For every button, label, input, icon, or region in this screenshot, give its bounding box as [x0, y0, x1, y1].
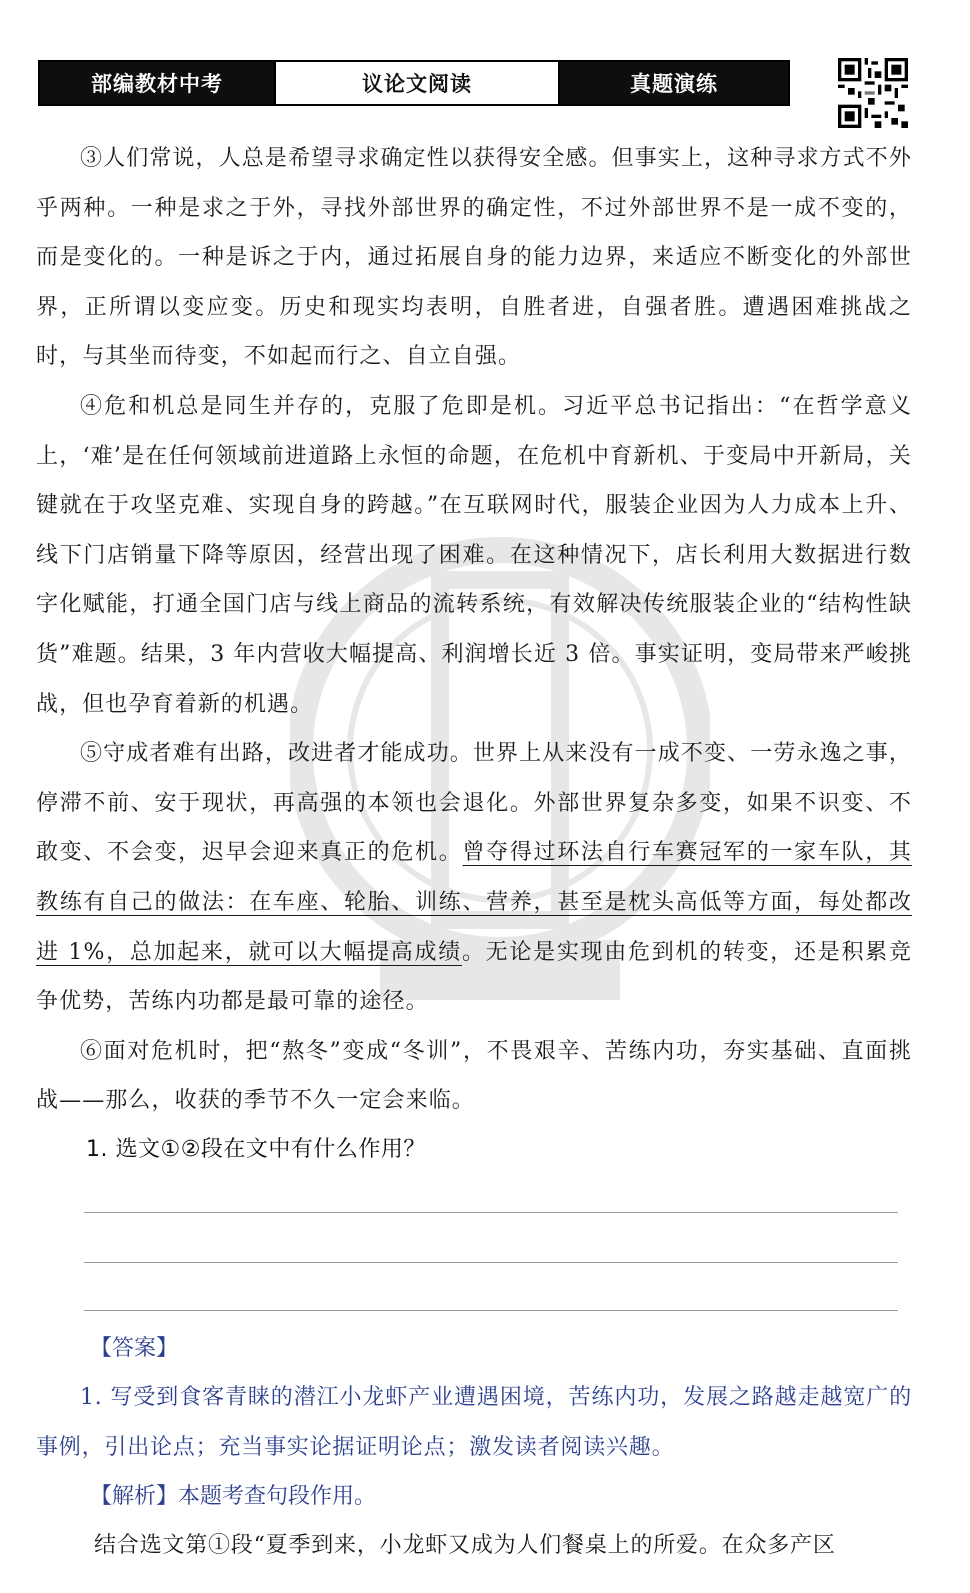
answer-blank-line — [84, 1310, 898, 1311]
question-1: 1. 选文①②段在文中有什么作用？ — [86, 1136, 426, 1162]
paragraph-5 — [36, 729, 912, 1027]
answer-text: 1. 写受到食客青睐的潜江小龙虾产业遭遇困境，苦练内功，发展之路越走越宽广的事例，引出论点；充当事实论据证明论点；激发读者阅读兴趣。 — [36, 1385, 912, 1460]
paragraph-5-underlined: 曾夺得过环法自行车赛冠军的一家车队，其教练有自己的做法：在车座、轮胎、训练、营养，甚至是枕头高低等方面，每处都改进 1%，总加起来，就可以大幅提高成绩 — [36, 840, 912, 965]
header-bar — [38, 60, 790, 106]
analysis-heading: 【解析】 — [90, 1484, 179, 1510]
header-left-label: 部编教材中考 — [40, 62, 274, 104]
article-body — [36, 134, 912, 1174]
analysis-lead: 本题考查句段作用。 — [178, 1484, 377, 1510]
answer-section — [36, 1324, 912, 1571]
qr-code-icon — [838, 58, 908, 128]
answer-heading: 【答案】 — [90, 1336, 179, 1361]
paragraph-6: ⑥面对危机时，把“熬冬”变成“冬训”，不畏艰辛、苦练内功，夯实基础、直面挑战——那么，收获的季节不久一定会来临。 — [36, 1038, 912, 1114]
paragraph-3: ③人们常说，人总是希望寻求确定性以获得安全感。但事实上，这种寻求方式不外乎两种。一种是求之于外，寻找外部世界的确定性，不过外部世界不是一成不变的，而是变化的。一种是诉之于内，通过拓展自身的能力边界，来适应不断变化的外部世界，正所谓以变应变。历史和现实均表明，自胜者进，自强者胜。遭遇困难挑战之时，与其坐而待变，不如起而行之、自立自强。 — [36, 146, 912, 370]
answer-blank-line — [84, 1262, 898, 1263]
header-center-label: 议论文阅读 — [274, 62, 560, 104]
paragraph-5-part-b: 。无论是实现由危到机的转变，还是积累竞争优势，苦练内功都是最可靠的途径。 — [36, 939, 913, 1015]
analysis-body: 结合选文第①段“夏季到来，小龙虾又成为人们餐桌上的所爱。在众多产区 — [94, 1533, 836, 1559]
answer-blank-line — [84, 1212, 898, 1213]
analysis-line — [36, 1472, 912, 1521]
header-right-label: 真题演练 — [560, 62, 788, 104]
paragraph-5-part-a: ⑤守成者难有出路，改进者才能成功。世界上从来没有一成不变、一劳永逸之事，停滞不前、安于现状，再高强的本领也会退化。外部世界复杂多变，如果不识变、不敢变、不会变，迟早会迎来真正的危机。 — [36, 741, 912, 866]
paragraph-4: ④危和机总是同生并存的，克服了危即是机。习近平总书记指出：“在哲学意义上，‘难’是在任何领域前进道路上永恒的命题，在危机中育新机、于变局中开新局，关键就在于攻坚克难、实现自身的跨越。”在互联网时代，服装企业因为人力成本上升、线下门店销量下降等原因，经营出现了困难。在这种情况下，店长利用大数据进行数字化赋能，打通全国门店与线上商品的流转系统，有效解决传统服装企业的“结构性缺货”难题。结果，3 年内营收大幅提高、利润增长近 3 倍。事实证明，变局带来严峻挑战，但也孕育着新的机遇。 — [36, 393, 912, 717]
